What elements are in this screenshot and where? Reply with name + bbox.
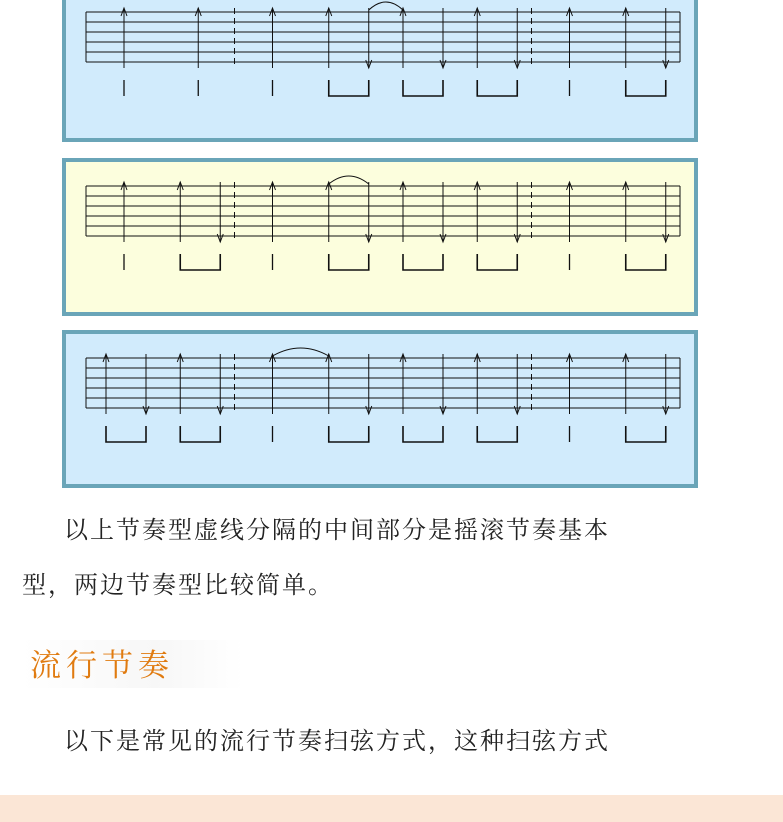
strum-pattern-1 bbox=[62, 0, 698, 142]
paragraph-rock-explanation: 以上节奏型虚线分隔的中间部分是摇滚节奏基本 bbox=[64, 516, 610, 544]
paragraph-rock-explanation-cont: 型，两边节奏型比较简单。 bbox=[22, 571, 334, 599]
panel-background bbox=[66, 0, 694, 138]
paragraph-pop-intro: 以下是常见的流行节奏扫弦方式，这种扫弦方式 bbox=[64, 727, 610, 755]
strum-pattern-2 bbox=[62, 158, 698, 316]
panel-background bbox=[66, 334, 694, 484]
strum-diagram-2 bbox=[66, 162, 694, 312]
panel-background bbox=[66, 162, 694, 312]
bottom-highlight-band bbox=[0, 795, 783, 822]
strum-pattern-3 bbox=[62, 330, 698, 488]
strum-diagram-1 bbox=[66, 0, 694, 138]
strum-diagram-3 bbox=[66, 334, 694, 484]
section-title-pop-rhythm: 流行节奏 bbox=[30, 648, 174, 684]
